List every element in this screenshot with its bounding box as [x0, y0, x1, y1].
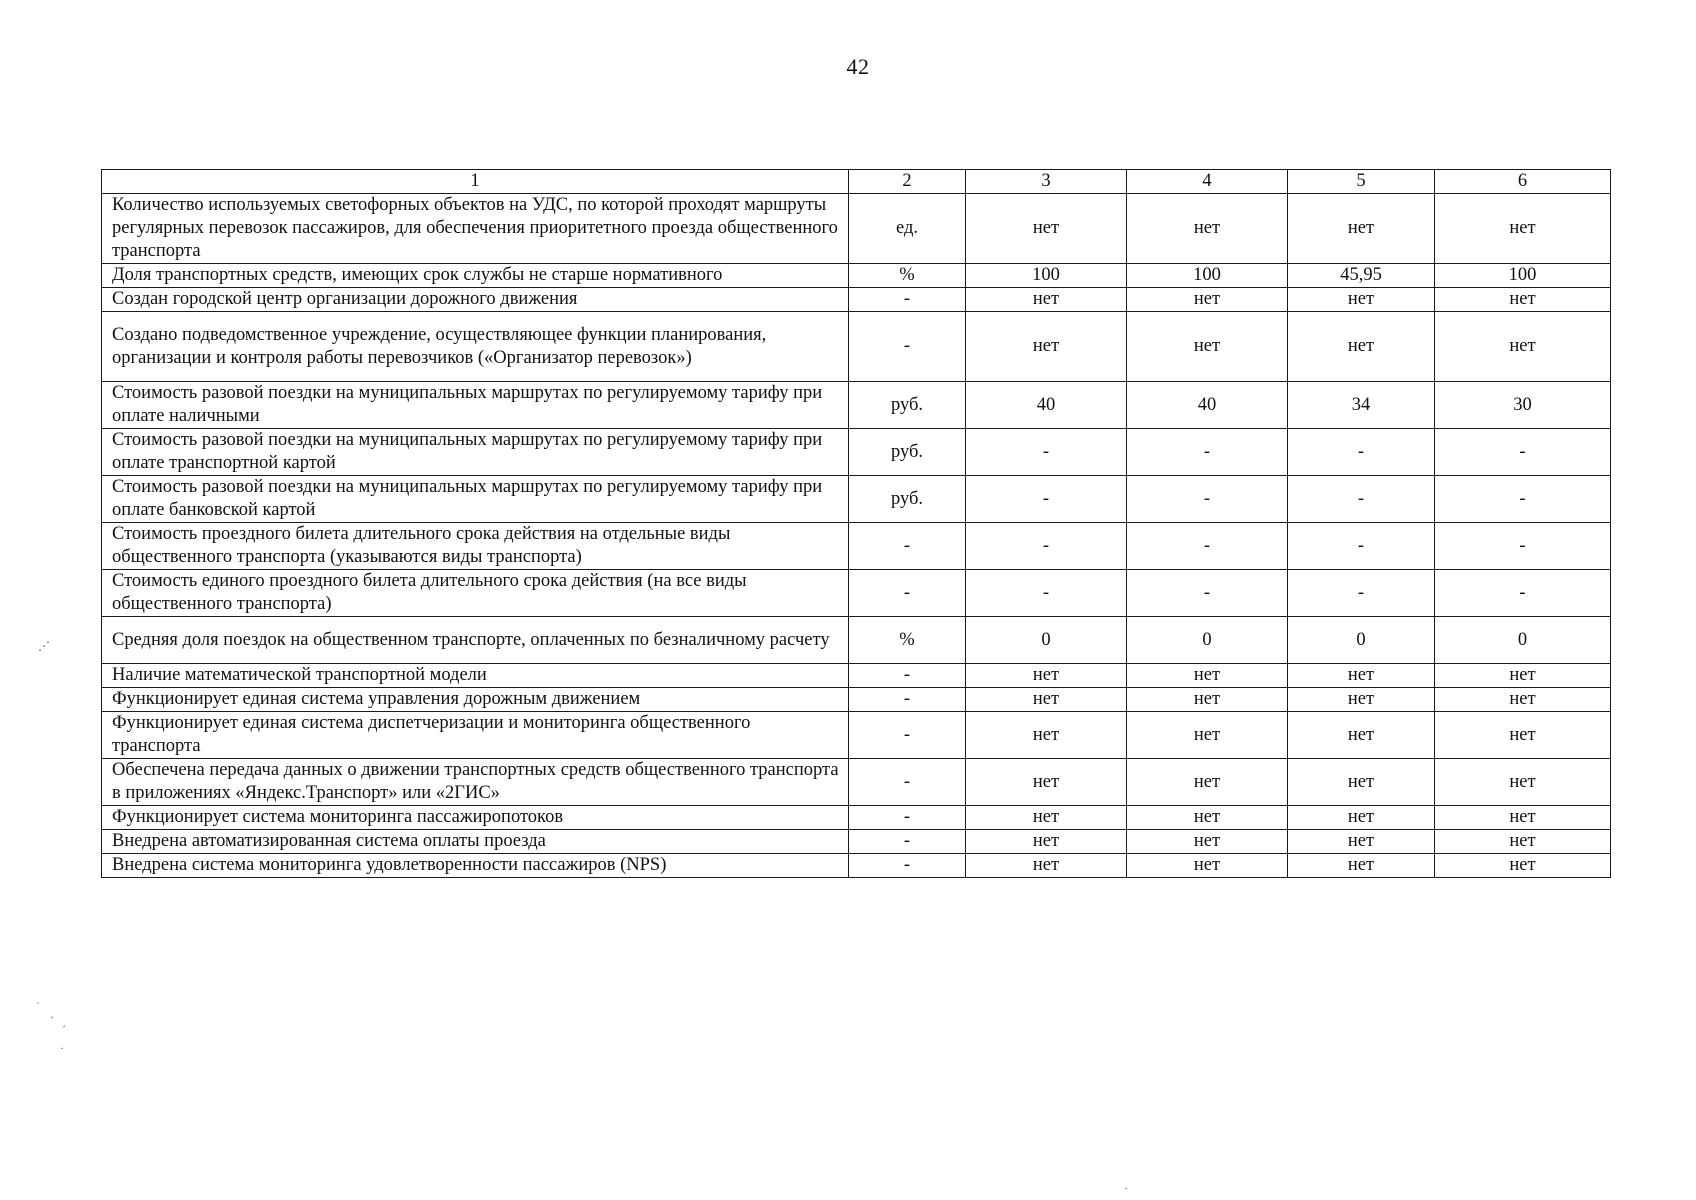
value-cell-col6: нет	[1435, 806, 1611, 830]
unit-cell: -	[849, 759, 966, 806]
value-cell-col6: -	[1435, 570, 1611, 617]
table-header	[102, 170, 1611, 194]
value-cell-col6: нет	[1435, 312, 1611, 382]
unit-cell: -	[849, 688, 966, 712]
value-cell-col6: -	[1435, 523, 1611, 570]
value-cell-col4: нет	[1127, 688, 1288, 712]
value-cell-col3: нет	[966, 312, 1127, 382]
value-cell-col5: нет	[1288, 688, 1435, 712]
table-row	[102, 288, 1611, 312]
value-cell-col3: 0	[966, 617, 1127, 664]
table-body	[102, 194, 1611, 878]
value-cell-col4: -	[1127, 523, 1288, 570]
indicator-name-cell: Создан городской центр организации дорожного движения	[102, 288, 849, 312]
indicator-name-cell: Средняя доля поездок на общественном транспорте, оплаченных по безналичному расчету	[102, 617, 849, 664]
value-cell-col4: нет	[1127, 759, 1288, 806]
value-cell-col4: -	[1127, 429, 1288, 476]
indicator-name-cell: Доля транспортных средств, имеющих срок службы не старше нормативного	[102, 264, 849, 288]
value-cell-col6: 0	[1435, 617, 1611, 664]
value-cell-col3: нет	[966, 712, 1127, 759]
table-row	[102, 312, 1611, 382]
value-cell-col4: 100	[1127, 264, 1288, 288]
page-number: 42	[846, 54, 870, 79]
value-cell-col3: 100	[966, 264, 1127, 288]
unit-cell: %	[849, 264, 966, 288]
value-cell-col4: нет	[1127, 806, 1288, 830]
value-cell-col4: -	[1127, 570, 1288, 617]
value-cell-col4: нет	[1127, 712, 1288, 759]
unit-cell: %	[849, 617, 966, 664]
scan-speck: ·	[60, 1041, 64, 1055]
header-cell-3: 3	[966, 170, 1127, 194]
value-cell-col5: -	[1288, 476, 1435, 523]
table-row	[102, 382, 1611, 429]
value-cell-col4: нет	[1127, 830, 1288, 854]
indicator-name-cell: Стоимость разовой поездки на муниципальных маршрутах по регулируемому тарифу при оплате наличными	[102, 382, 849, 429]
value-cell-col3: -	[966, 476, 1127, 523]
value-cell-col3: нет	[966, 288, 1127, 312]
value-cell-col5: нет	[1288, 759, 1435, 806]
value-cell-col6: -	[1435, 429, 1611, 476]
table-row	[102, 617, 1611, 664]
value-cell-col5: 0	[1288, 617, 1435, 664]
value-cell-col5: -	[1288, 429, 1435, 476]
indicator-name-cell: Функционирует единая система диспетчеризации и мониторинга общественного транспорта	[102, 712, 849, 759]
scan-speck: ˙	[36, 999, 40, 1013]
value-cell-col4: нет	[1127, 854, 1288, 878]
indicator-name-cell: Наличие математической транспортной модели	[102, 664, 849, 688]
indicator-name-cell: Стоимость разовой поездки на муниципальных маршрутах по регулируемому тарифу при оплате банковской картой	[102, 476, 849, 523]
scan-speck: ˏ	[50, 1005, 54, 1019]
unit-cell: -	[849, 312, 966, 382]
value-cell-col5: нет	[1288, 194, 1435, 264]
table-row	[102, 523, 1611, 570]
value-cell-col6: нет	[1435, 194, 1611, 264]
table-row	[102, 570, 1611, 617]
value-cell-col4: нет	[1127, 312, 1288, 382]
value-cell-col4: нет	[1127, 288, 1288, 312]
value-cell-col5: нет	[1288, 806, 1435, 830]
value-cell-col3: -	[966, 570, 1127, 617]
value-cell-col5: -	[1288, 523, 1435, 570]
value-cell-col5: -	[1288, 570, 1435, 617]
unit-cell: -	[849, 830, 966, 854]
indicator-name-cell: Стоимость проездного билета длительного срока действия на отдельные виды общественного транспорта (указываются виды транспорта)	[102, 523, 849, 570]
value-cell-col5: нет	[1288, 712, 1435, 759]
scan-speck: ˊ	[62, 1023, 66, 1037]
value-cell-col6: нет	[1435, 288, 1611, 312]
value-cell-col6: нет	[1435, 712, 1611, 759]
value-cell-col4: -	[1127, 476, 1288, 523]
value-cell-col6: нет	[1435, 688, 1611, 712]
indicator-name-cell: Внедрена система мониторинга удовлетворенности пассажиров (NPS)	[102, 854, 849, 878]
table-row	[102, 194, 1611, 264]
header-cell-1: 1	[102, 170, 849, 194]
table-row	[102, 854, 1611, 878]
table-row	[102, 664, 1611, 688]
table-row	[102, 712, 1611, 759]
unit-cell: -	[849, 288, 966, 312]
value-cell-col6: нет	[1435, 664, 1611, 688]
value-cell-col4: 0	[1127, 617, 1288, 664]
value-cell-col3: -	[966, 523, 1127, 570]
unit-cell: -	[849, 712, 966, 759]
indicator-name-cell: Стоимость разовой поездки на муниципальных маршрутах по регулируемому тарифу при оплате транспортной картой	[102, 429, 849, 476]
scan-speck: ·	[1124, 1181, 1128, 1195]
indicator-name-cell: Функционирует единая система управления дорожным движением	[102, 688, 849, 712]
unit-cell: -	[849, 523, 966, 570]
value-cell-col5: 34	[1288, 382, 1435, 429]
value-cell-col6: 100	[1435, 264, 1611, 288]
table-row	[102, 688, 1611, 712]
value-cell-col3: -	[966, 429, 1127, 476]
value-cell-col3: 40	[966, 382, 1127, 429]
unit-cell: -	[849, 854, 966, 878]
unit-cell: руб.	[849, 476, 966, 523]
value-cell-col6: нет	[1435, 830, 1611, 854]
unit-cell: -	[849, 570, 966, 617]
value-cell-col5: нет	[1288, 288, 1435, 312]
value-cell-col4: нет	[1127, 194, 1288, 264]
table-row	[102, 476, 1611, 523]
value-cell-col6: нет	[1435, 854, 1611, 878]
header-cell-4: 4	[1127, 170, 1288, 194]
value-cell-col6: -	[1435, 476, 1611, 523]
header-row	[102, 170, 1611, 194]
unit-cell: -	[849, 664, 966, 688]
scan-speck: ⋰	[38, 639, 50, 653]
unit-cell: ед.	[849, 194, 966, 264]
unit-cell: -	[849, 806, 966, 830]
value-cell-col5: нет	[1288, 312, 1435, 382]
table-row	[102, 759, 1611, 806]
value-cell-col3: нет	[966, 830, 1127, 854]
indicator-name-cell: Функционирует система мониторинга пассажиропотоков	[102, 806, 849, 830]
indicator-name-cell: Стоимость единого проездного билета длительного срока действия (на все виды общественного транспорта)	[102, 570, 849, 617]
value-cell-col6: 30	[1435, 382, 1611, 429]
value-cell-col5: нет	[1288, 854, 1435, 878]
value-cell-col4: нет	[1127, 664, 1288, 688]
table-row	[102, 429, 1611, 476]
table-row	[102, 264, 1611, 288]
value-cell-col3: нет	[966, 854, 1127, 878]
value-cell-col5: 45,95	[1288, 264, 1435, 288]
header-cell-2: 2	[849, 170, 966, 194]
indicator-name-cell: Количество используемых светофорных объектов на УДС, по которой проходят маршруты регулярных перевозок пассажиров, для обеспечения приоритетного проезда общественного транспорта	[102, 194, 849, 264]
unit-cell: руб.	[849, 429, 966, 476]
value-cell-col3: нет	[966, 664, 1127, 688]
table-row	[102, 806, 1611, 830]
value-cell-col3: нет	[966, 688, 1127, 712]
indicator-name-cell: Обеспечена передача данных о движении транспортных средств общественного транспорта в приложениях «Яндекс.Транспорт» или «2ГИС»	[102, 759, 849, 806]
table-row	[102, 830, 1611, 854]
indicator-name-cell: Внедрена автоматизированная система оплаты проезда	[102, 830, 849, 854]
value-cell-col5: нет	[1288, 664, 1435, 688]
indicator-name-cell: Создано подведомственное учреждение, осуществляющее функции планирования, организации и контроля работы перевозчиков («Организатор перевозок»)	[102, 312, 849, 382]
value-cell-col3: нет	[966, 759, 1127, 806]
value-cell-col5: нет	[1288, 830, 1435, 854]
value-cell-col3: нет	[966, 194, 1127, 264]
indicators-table	[101, 169, 1611, 878]
value-cell-col4: 40	[1127, 382, 1288, 429]
unit-cell: руб.	[849, 382, 966, 429]
value-cell-col6: нет	[1435, 759, 1611, 806]
value-cell-col3: нет	[966, 806, 1127, 830]
header-cell-6: 6	[1435, 170, 1611, 194]
header-cell-5: 5	[1288, 170, 1435, 194]
